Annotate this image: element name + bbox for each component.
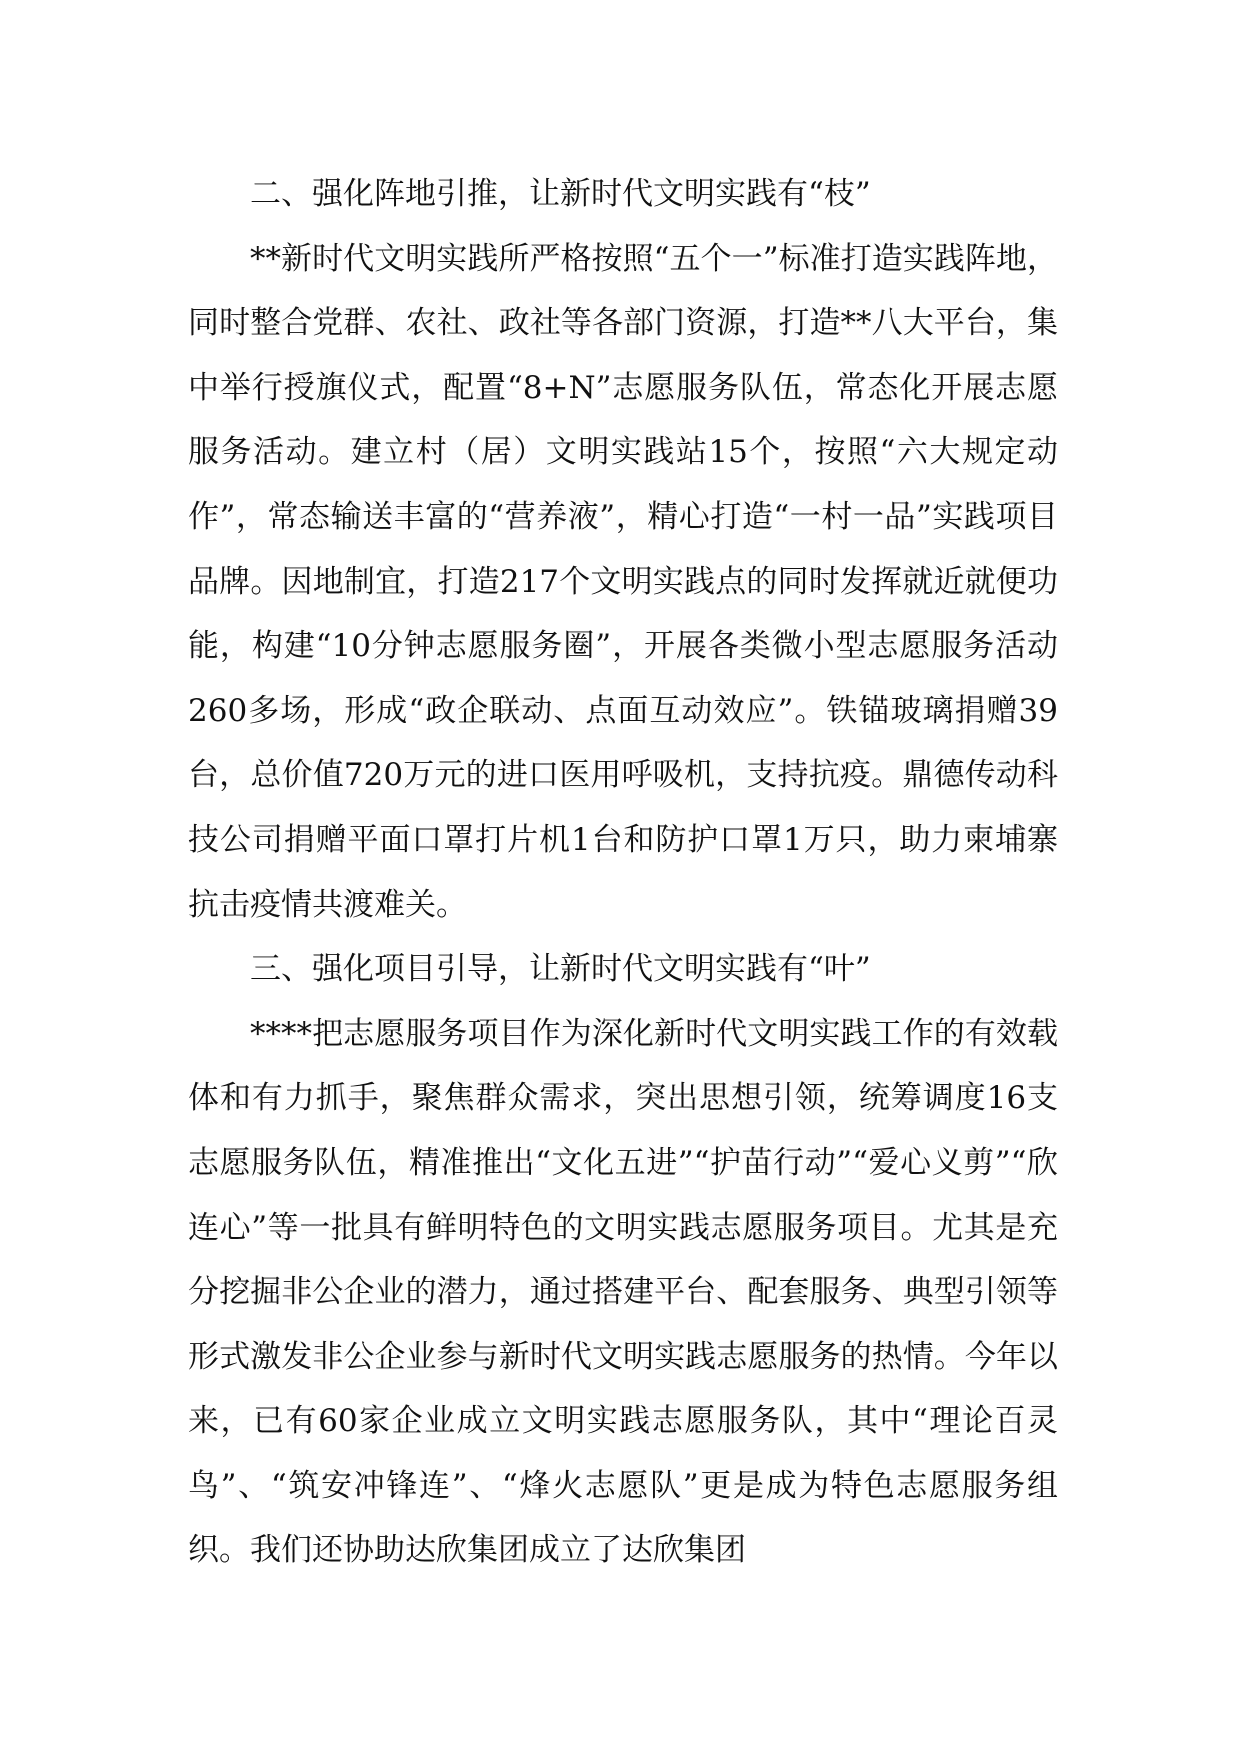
paragraph-section-2: **新时代文明实践所严格按照“五个一”标准打造实践阵地，同时整合党群、农社、政社等各部门资源，打造**八大平台，集中举行授旗仪式，配置“8+N”志愿服务队伍，常态化开展志愿服务活动。建立村（居）文明实践站15个，按照“六大规定动作”，常态输送丰富的“营养液”，精心打造“一村一品”实践项目品牌。因地制宜，打造217个文明实践点的同时发挥就近就便功能，构建“10分钟志愿服务圈”，开展各类微小型志愿服务活动260多场，形成“政企联动、点面互动效应”。铁锚玻璃捐赠39台，总价值720万元的进口医用呼吸机，支持抗疫。鼎德传动科技公司捐赠平面口罩打片机1台和防护口罩1万只，助力柬埔寨抗击疫情共渡难关。 bbox=[188, 240, 1058, 923]
section-heading-2: 二、强化阵地引推，让新时代文明实践有“枝” bbox=[250, 176, 871, 212]
document-body bbox=[188, 162, 1058, 1583]
paragraph-section-3: ****把志愿服务项目作为深化新时代文明实践工作的有效载体和有力抓手，聚焦群众需求，突出思想引领，统筹调度16支志愿服务队伍，精准推出“文化五进”“护苗行动”“爱心义剪”“欣连心”等一批具有鲜明特色的文明实践志愿服务项目。尤其是充分挖掘非公企业的潜力，通过搭建平台、配套服务、典型引领等形式激发非公企业参与新时代文明实践志愿服务的热情。今年以来，已有60家企业成立文明实践志愿服务队，其中“理论百灵鸟”、“筑安冲锋连”、“烽火志愿队”更是成为特色志愿服务组织。我们还协助达欣集团成立了达欣集团 bbox=[188, 1015, 1058, 1569]
section-heading-3: 三、强化项目引导，让新时代文明实践有“叶” bbox=[250, 951, 871, 988]
